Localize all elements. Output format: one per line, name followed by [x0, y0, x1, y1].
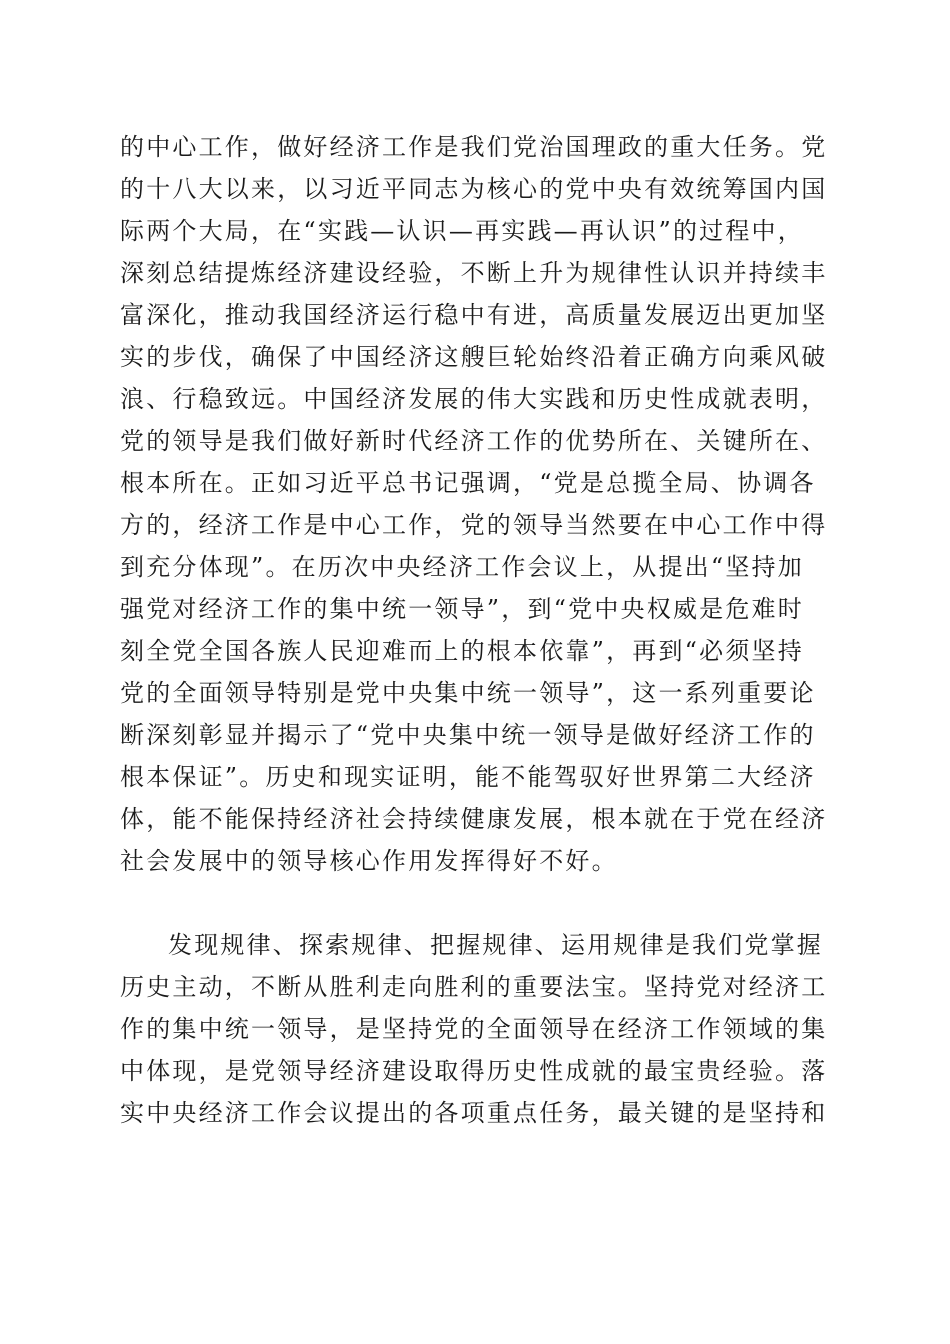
text-line: 深刻总结提炼经济建设经验，不断上升为规律性认识并持续丰	[120, 259, 828, 287]
paragraph-1	[120, 126, 830, 882]
text-line: 方的，经济工作是中心工作，党的领导当然要在中心工作中得	[120, 511, 828, 539]
text-line-indented: 发现规律、探索规律、把握规律、运用规律是我们党掌握	[168, 931, 823, 959]
text-line: 实中央经济工作会议提出的各项重点任务，最关键的是坚持和	[120, 1099, 828, 1127]
text-line: 体，能不能保持经济社会持续健康发展，根本就在于党在经济	[120, 805, 828, 833]
text-line: 断深刻彰显并揭示了“党中央集中统一领导是做好经济工作的	[120, 721, 816, 749]
text-line: 浪、行稳致远。中国经济发展的伟大实践和历史性成就表明，	[120, 385, 828, 413]
text-line: 际两个大局，在“实践—认识—再实践—再认识”的过程中，	[120, 217, 804, 245]
text-line: 社会发展中的领导核心作用发挥得好不好。	[120, 847, 618, 875]
text-line: 到充分体现”。在历次中央经济工作会议上，从提出“坚持加	[120, 553, 804, 581]
text-line: 中体现，是党领导经济建设取得历史性成就的最宝贵经验。落	[120, 1057, 828, 1085]
text-line: 实的步伐，确保了中国经济这艘巨轮始终沿着正确方向乘风破	[120, 343, 828, 371]
text-line: 的十八大以来，以习近平同志为核心的党中央有效统筹国内国	[120, 175, 828, 203]
text-line: 根本所在。正如习近平总书记强调，“党是总揽全局、协调各	[120, 469, 816, 497]
text-line: 强党对经济工作的集中统一领导”，到“党中央权威是危难时	[120, 595, 804, 623]
text-line: 历史主动，不断从胜利走向胜利的重要法宝。坚持党对经济工	[120, 973, 828, 1001]
text-line: 党的领导是我们做好新时代经济工作的优势所在、关键所在、	[120, 427, 828, 455]
text-line: 根本保证”。历史和现实证明，能不能驾驭好世界第二大经济	[120, 763, 816, 791]
text-line: 党的全面领导特别是党中央集中统一领导”，这一系列重要论	[120, 679, 816, 707]
text-line: 的中心工作，做好经济工作是我们党治国理政的重大任务。党	[120, 133, 828, 161]
text-line: 富深化，推动我国经济运行稳中有进，高质量发展迈出更加坚	[120, 301, 828, 329]
text-line: 刻全党全国各族人民迎难而上的根本依靠”，再到“必须坚持	[120, 637, 804, 665]
paragraph-2	[120, 924, 830, 1134]
text-line: 作的集中统一领导，是坚持党的全面领导在经济工作领域的集	[120, 1015, 828, 1043]
